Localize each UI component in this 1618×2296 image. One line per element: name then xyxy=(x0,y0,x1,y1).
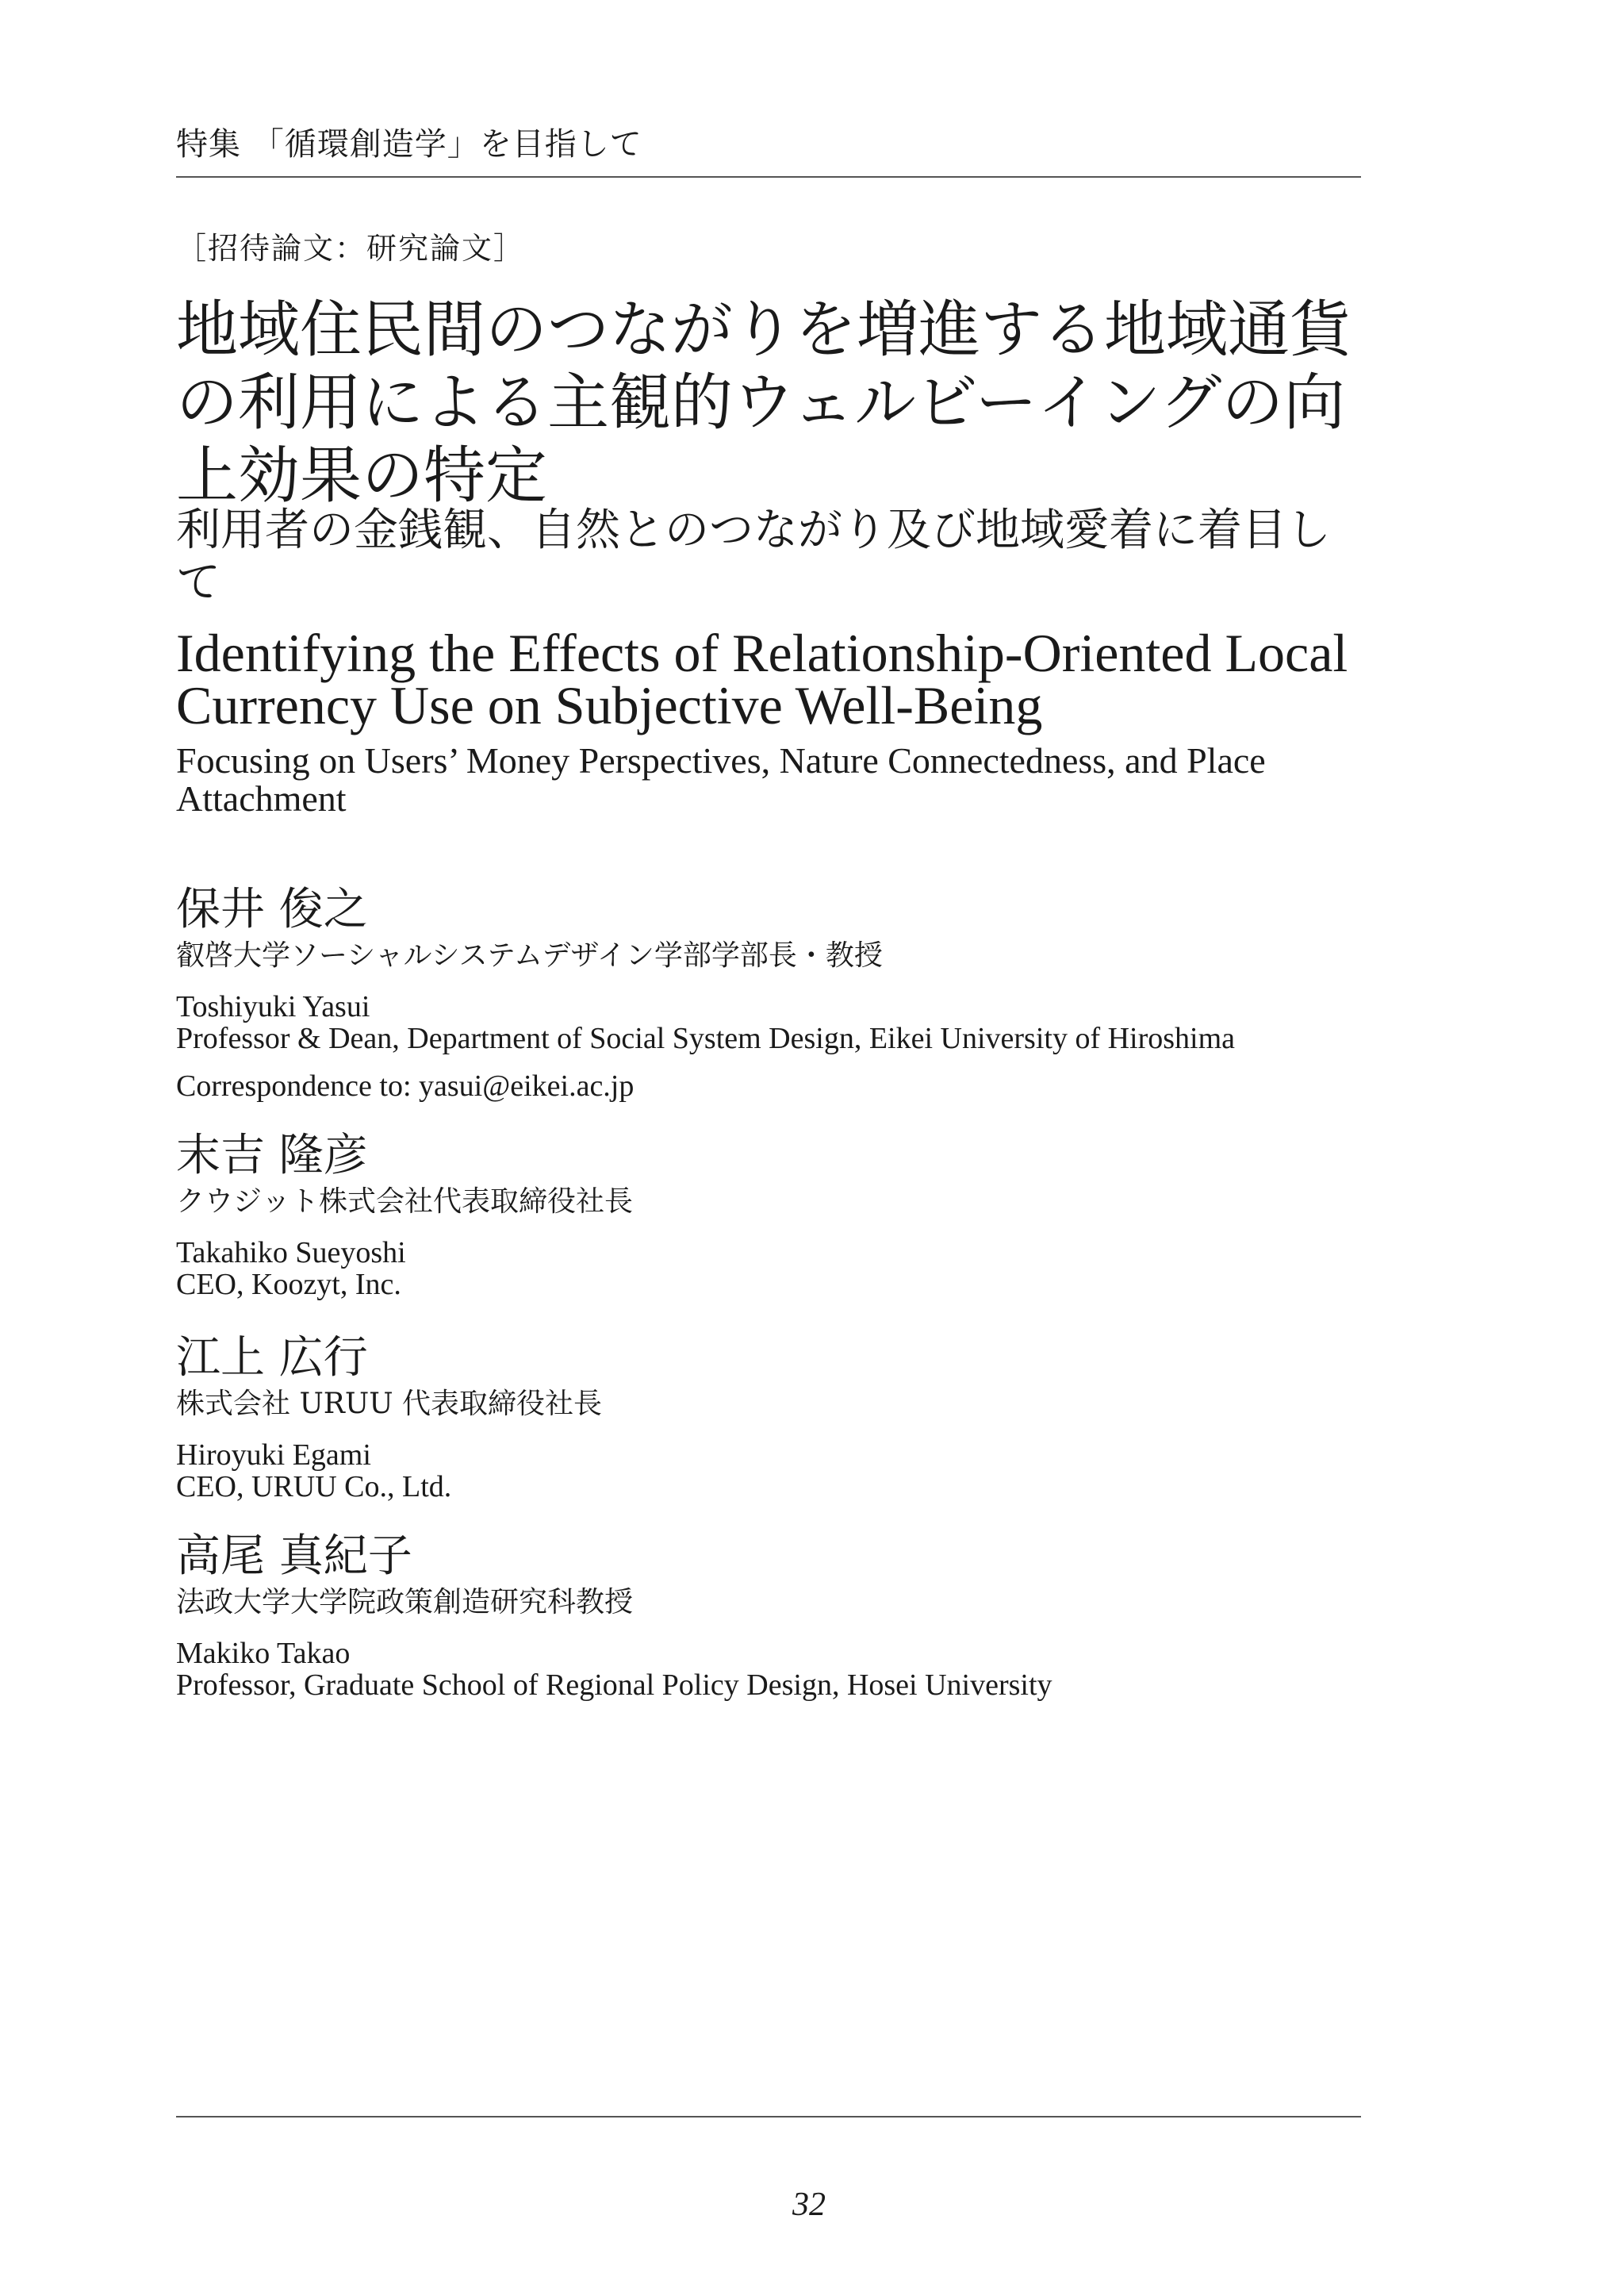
header-rule xyxy=(176,176,1361,178)
author-block xyxy=(176,1531,1361,1701)
author-name-en: Hiroyuki Egami xyxy=(176,1438,371,1472)
author-name-ja: 高尾 真紀子 xyxy=(176,1530,412,1582)
author-block xyxy=(176,1333,1361,1503)
author-affiliation-ja: クウジット株式会社代表取締役社長 xyxy=(176,1185,634,1218)
author-affiliation-ja: 法政大学大学院政策創造研究科教授 xyxy=(176,1586,634,1618)
correspondence: Correspondence to: yasui@eikei.ac.jp xyxy=(176,1069,635,1103)
author-affiliation-en: Professor & Dean, Department of Social System Design, Eikei University of Hiroshima xyxy=(176,1022,1236,1055)
author-block xyxy=(176,885,1361,1102)
author-affiliation-ja: 株式会社 URUU 代表取締役社長 xyxy=(176,1388,603,1420)
author-name-ja: 保井 俊之 xyxy=(176,884,368,935)
running-head: 特集 「循環創造学」を目指して xyxy=(176,126,642,163)
article-category: ［招待論文：研究論文］ xyxy=(176,231,526,266)
author-affiliation-en: CEO, Koozyt, Inc. xyxy=(176,1268,401,1301)
title-japanese: 地域住民間のつながりを増進する地域通貨の利用による主観的ウェルビーイングの向上効果の特定 xyxy=(176,294,1352,512)
author-name-en: Takahiko Sueyoshi xyxy=(176,1236,406,1269)
author-affiliation-en: Professor, Graduate School of Regional Policy Design, Hosei University xyxy=(176,1668,1052,1702)
author-name-en: Makiko Takao xyxy=(176,1637,351,1670)
author-name-ja: 江上 広行 xyxy=(176,1332,368,1384)
footer-rule xyxy=(176,2116,1361,2117)
author-affiliation-ja: 叡啓大学ソーシャルシステムデザイン学部学部長・教授 xyxy=(176,939,883,972)
author-block xyxy=(176,1131,1361,1300)
author-affiliation-en: CEO, URUU Co., Ltd. xyxy=(176,1470,452,1503)
author-name-ja: 末吉 隆彦 xyxy=(176,1130,368,1181)
page-number: 32 xyxy=(792,2187,826,2223)
title-english: Identifying the Effects of Relationship-Oriented Local Currency Use on Subjective Well-Being xyxy=(176,623,1348,735)
author-name-en: Toshiyuki Yasui xyxy=(176,990,370,1023)
subtitle-japanese: 利用者の金銭観、自然とのつながり及び地域愛着に着目して xyxy=(176,505,1331,609)
subtitle-english: Focusing on Users’ Money Perspectives, Nature Connectedness, and Place Attachment xyxy=(176,740,1266,819)
